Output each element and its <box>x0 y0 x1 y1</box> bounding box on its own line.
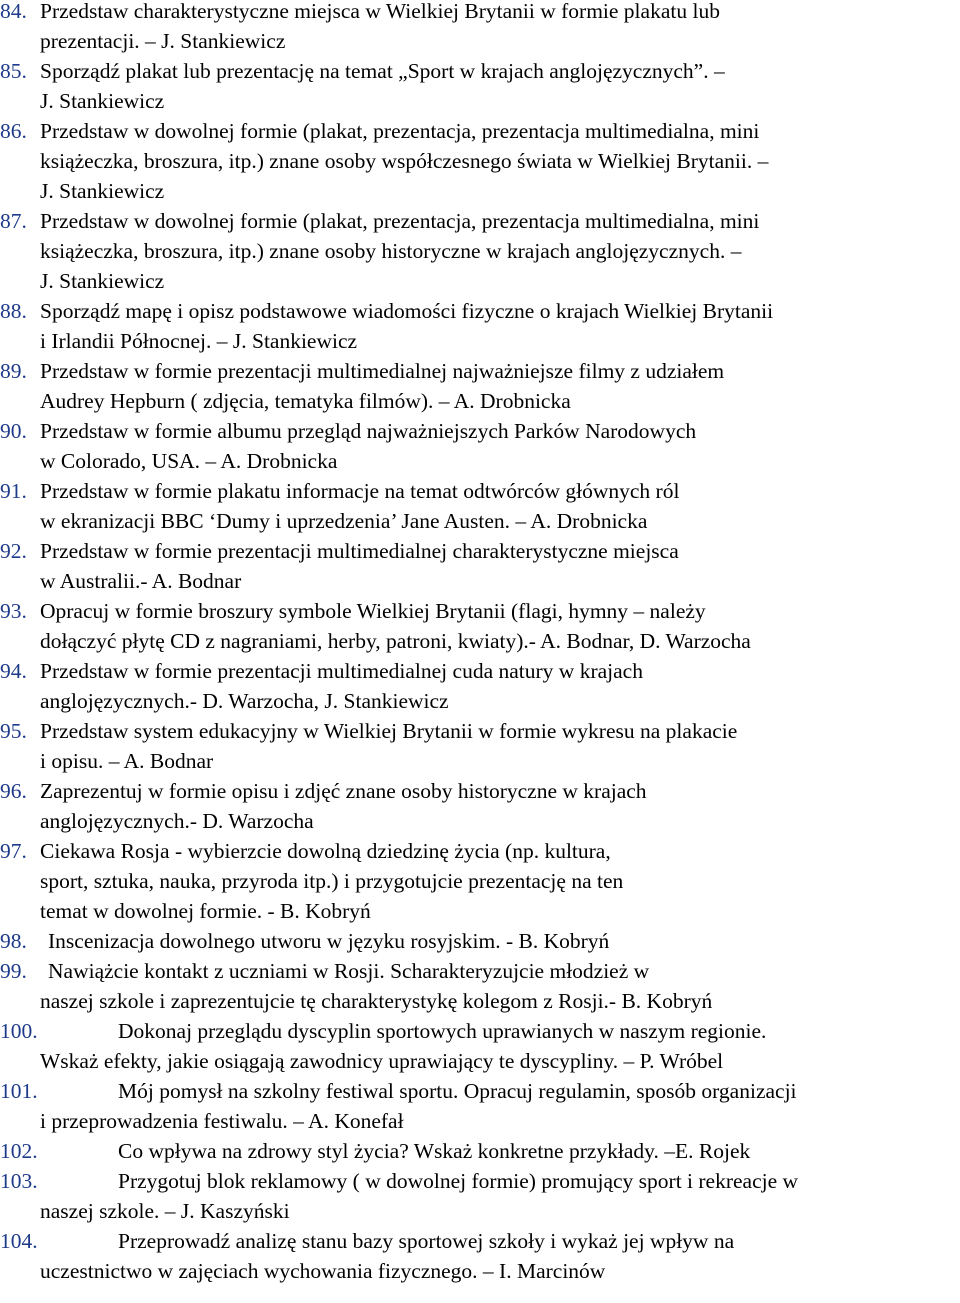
item-text-line: sport, sztuka, nauka, przyroda itp.) i przygotujcie prezentację na ten <box>40 869 624 893</box>
item-text-line: i Irlandii Północnej. – J. Stankiewicz <box>40 329 358 353</box>
item-text-line: w Australii.- A. Bodnar <box>40 569 242 593</box>
item-number: 90. <box>0 419 27 443</box>
item-text-line: Przeprowadź analizę stanu bazy sportowej szkoły i wykaż jej wpływ na <box>118 1229 735 1253</box>
item-text-line: Przedstaw w formie prezentacji multimedialnej charakterystyczne miejsca <box>40 539 679 563</box>
item-text-line: i przeprowadzenia festiwalu. – A. Konefał <box>40 1109 404 1133</box>
item-number: 99. <box>0 959 27 983</box>
item-text-line: Przedstaw w dowolnej formie (plakat, prezentacja, prezentacja multimedialna, mini <box>40 119 760 143</box>
item-text-line: Przedstaw w formie plakatu informacje na temat odtwórców głównych ról <box>40 479 680 503</box>
item-number: 98. <box>0 929 27 953</box>
item-number: 88. <box>0 299 27 323</box>
item-text-line: Inscenizacja dowolnego utworu w języku rosyjskim. - B. Kobryń <box>48 929 610 953</box>
item-number: 89. <box>0 359 27 383</box>
item-text-line: i opisu. – A. Bodnar <box>40 749 214 773</box>
item-text-line: Zaprezentuj w formie opisu i zdjęć znane osoby historyczne w krajach <box>40 779 647 803</box>
item-text-line: J. Stankiewicz <box>40 269 165 293</box>
item-number: 87. <box>0 209 27 233</box>
item-number: 104. <box>0 1229 38 1253</box>
item-text-line: Wskaż efekty, jakie osiągają zawodnicy uprawiający te dyscypliny. – P. Wróbel <box>40 1049 724 1073</box>
item-text-line: książeczka, broszura, itp.) znane osoby historyczne w krajach anglojęzycznych. – <box>40 239 742 263</box>
item-text-line: Przedstaw system edukacyjny w Wielkiej Brytanii w formie wykresu na plakacie <box>40 719 738 743</box>
item-number: 102. <box>0 1139 38 1163</box>
item-text-line: dołączyć płytę CD z nagraniami, herby, patroni, kwiaty).- A. Bodnar, D. Warzocha <box>40 629 751 653</box>
item-number: 97. <box>0 839 27 863</box>
item-text-line: J. Stankiewicz <box>40 89 165 113</box>
item-text-line: Przedstaw w dowolnej formie (plakat, prezentacja, prezentacja multimedialna, mini <box>40 209 760 233</box>
item-number: 91. <box>0 479 27 503</box>
item-text-line: w Colorado, USA. – A. Drobnicka <box>40 449 338 473</box>
item-text-line: Dokonaj przeglądu dyscyplin sportowych uprawianych w naszym regionie. <box>118 1019 767 1043</box>
item-number: 84. <box>0 0 27 23</box>
item-text-line: naszej szkole. – J. Kaszyński <box>40 1199 290 1223</box>
item-number: 96. <box>0 779 27 803</box>
item-text-line: temat w dowolnej formie. - B. Kobryń <box>40 899 371 923</box>
item-number: 92. <box>0 539 27 563</box>
item-text-line: anglojęzycznych.- D. Warzocha, J. Stankiewicz <box>40 689 449 713</box>
item-text-line: Ciekawa Rosja - wybierzcie dowolną dziedzinę życia (np. kultura, <box>40 839 611 863</box>
item-text-line: anglojęzycznych.- D. Warzocha <box>40 809 314 833</box>
item-text-line: książeczka, broszura, itp.) znane osoby współczesnego świata w Wielkiej Brytanii. – <box>40 149 769 173</box>
item-text-line: Audrey Hepburn ( zdjęcia, tematyka filmów). – A. Drobnicka <box>40 389 571 413</box>
item-number: 103. <box>0 1169 38 1193</box>
item-text-line: uczestnictwo w zajęciach wychowania fizycznego. – I. Marcinów <box>40 1259 606 1283</box>
item-number: 100. <box>0 1019 38 1043</box>
item-text-line: naszej szkole i zaprezentujcie tę charakterystykę kolegom z Rosji.- B. Kobryń <box>40 989 713 1013</box>
item-number: 94. <box>0 659 27 683</box>
item-text-line: Co wpływa na zdrowy styl życia? Wskaż konkretne przykłady. –E. Rojek <box>118 1139 751 1163</box>
item-text-line: Przedstaw w formie prezentacji multimedialnej cuda natury w krajach <box>40 659 643 683</box>
item-text-line: prezentacji. – J. Stankiewicz <box>40 29 286 53</box>
item-number: 93. <box>0 599 27 623</box>
item-number: 101. <box>0 1079 38 1103</box>
item-number: 85. <box>0 59 27 83</box>
item-text-line: Mój pomysł na szkolny festiwal sportu. Opracuj regulamin, sposób organizacji <box>118 1079 797 1103</box>
item-text-line: Sporządź mapę i opisz podstawowe wiadomości fizyczne o krajach Wielkiej Brytanii <box>40 299 774 323</box>
item-text-line: J. Stankiewicz <box>40 179 165 203</box>
item-number: 86. <box>0 119 27 143</box>
item-number: 95. <box>0 719 27 743</box>
item-text-line: Przedstaw w formie albumu przegląd najważniejszych Parków Narodowych <box>40 419 697 443</box>
item-text-line: Sporządź plakat lub prezentację na temat „Sport w krajach anglojęzycznych”. – <box>40 59 725 83</box>
item-text-line: Przedstaw charakterystyczne miejsca w Wielkiej Brytanii w formie plakatu lub <box>40 0 720 23</box>
item-text-line: Nawiążcie kontakt z uczniami w Rosji. Scharakteryzujcie młodzież w <box>48 959 650 983</box>
item-text-line: Przygotuj blok reklamowy ( w dowolnej formie) promujący sport i rekreacje w <box>118 1169 799 1193</box>
item-text-line: w ekranizacji BBC ‘Dumy i uprzedzenia’ Jane Austen. – A. Drobnicka <box>40 509 648 533</box>
item-text-line: Opracuj w formie broszury symbole Wielkiej Brytanii (flagi, hymny – należy <box>40 599 706 623</box>
item-text-line: Przedstaw w formie prezentacji multimedialnej najważniejsze filmy z udziałem <box>40 359 725 383</box>
